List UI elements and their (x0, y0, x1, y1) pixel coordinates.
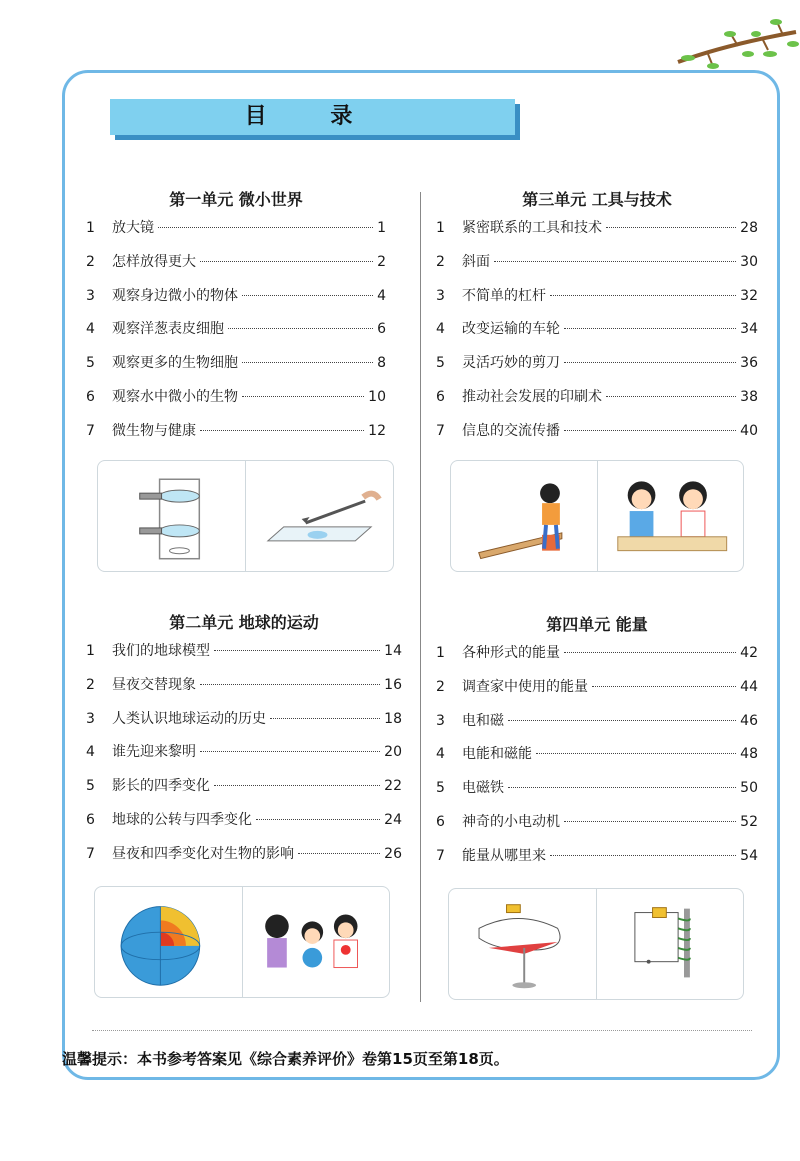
unit-2-section (86, 608, 402, 877)
lesson-number: 3 (86, 710, 95, 727)
unit-3-section (436, 185, 758, 454)
lesson-number: 7 (436, 422, 445, 439)
leader-dots (508, 720, 736, 721)
leader-dots (200, 751, 380, 752)
leader-dots (200, 684, 380, 685)
lesson-number: 6 (86, 811, 95, 828)
toc-entry[interactable] (436, 777, 758, 811)
earth-layers-icon (95, 887, 242, 997)
unit-1-illustrations (97, 460, 394, 572)
toc-entry[interactable] (86, 708, 402, 742)
magnifier-lenses-icon (98, 461, 245, 571)
unit-2-illustrations (94, 886, 390, 998)
leader-dots (606, 227, 736, 228)
page-number: 1 (377, 220, 386, 236)
toc-entry[interactable] (86, 352, 386, 386)
illustration-panel (596, 889, 744, 999)
lesson-name: 各种形式的能量 (462, 645, 560, 661)
lesson-name: 人类认识地球运动的历史 (112, 710, 266, 727)
lesson-number: 3 (436, 712, 445, 729)
lesson-name: 观察洋葱表皮细胞 (112, 321, 224, 338)
leader-dots (564, 362, 736, 363)
lesson-number: 5 (436, 780, 445, 797)
toc-entry[interactable] (86, 285, 386, 319)
illustration-panel (451, 461, 597, 571)
illustration-panel (597, 461, 744, 571)
unit-title: 第四单元 能量 (546, 615, 648, 634)
leader-dots (228, 328, 373, 329)
unit-title: 第三单元 工具与技术 (522, 190, 672, 209)
page-number: 24 (384, 811, 402, 828)
children-globe-icon (243, 887, 390, 997)
page-number: 10 (368, 388, 386, 405)
page-number: 46 (740, 712, 758, 729)
page-number: 18 (384, 710, 402, 727)
lesson-name: 昼夜和四季变化对生物的影响 (112, 845, 294, 862)
lesson-number: 1 (436, 645, 445, 661)
toc-entry[interactable] (86, 251, 386, 285)
toc-entry[interactable] (436, 217, 758, 251)
page-number: 42 (740, 645, 758, 661)
leader-dots (564, 430, 736, 431)
illustration-panel (449, 889, 596, 999)
lesson-number: 4 (436, 321, 445, 338)
lesson-number: 6 (436, 388, 445, 405)
page-number: 22 (384, 778, 402, 795)
leader-dots (592, 686, 736, 687)
lesson-name: 能量从哪里来 (462, 847, 546, 864)
page-number: 54 (740, 847, 758, 864)
child-incline-icon (451, 461, 597, 571)
page-number: 16 (384, 676, 402, 693)
toc-entry[interactable] (436, 642, 758, 676)
leader-dots (564, 328, 736, 329)
page-number: 8 (377, 355, 386, 372)
lesson-name: 谁先迎来黎明 (112, 744, 196, 761)
leader-dots (550, 855, 736, 856)
lesson-number: 3 (436, 287, 445, 304)
lesson-name: 昼夜交替现象 (112, 676, 196, 693)
leader-dots (550, 295, 736, 296)
page-number: 36 (740, 355, 758, 372)
lesson-name: 观察更多的生物细胞 (112, 355, 238, 372)
toc-entry[interactable] (436, 845, 758, 879)
page-number: 34 (740, 321, 758, 338)
lesson-number: 7 (436, 847, 445, 864)
page-number: 14 (384, 643, 402, 659)
leader-dots (200, 430, 364, 431)
toc-entry[interactable] (436, 318, 758, 352)
lesson-name: 观察身边微小的物体 (112, 287, 238, 304)
column-divider (420, 192, 421, 1002)
lesson-name: 放大镜 (112, 220, 154, 236)
lesson-name: 改变运输的车轮 (462, 321, 560, 338)
toc-entry[interactable] (436, 420, 758, 454)
illustration-panel (95, 887, 242, 997)
lesson-name: 信息的交流传播 (462, 422, 560, 439)
unit-3-illustrations (450, 460, 744, 572)
unit-1-section (86, 185, 386, 454)
lesson-name: 地球的公转与四季变化 (112, 811, 252, 828)
lesson-number: 6 (436, 813, 445, 830)
lesson-number: 5 (436, 355, 445, 372)
leader-dots (508, 787, 736, 788)
lesson-name: 电和磁 (462, 712, 504, 729)
page-number: 30 (740, 253, 758, 270)
page-number: 50 (740, 780, 758, 797)
lesson-number: 1 (86, 643, 95, 659)
unit-title: 第一单元 微小世界 (169, 190, 303, 209)
leader-dots (242, 295, 373, 296)
children-printing-icon (598, 461, 744, 571)
leader-dots (200, 261, 373, 262)
lesson-number: 7 (86, 845, 95, 862)
leader-dots (242, 362, 373, 363)
leader-dots (214, 785, 380, 786)
toc-entry[interactable] (436, 251, 758, 285)
page-number: 38 (740, 388, 758, 405)
lesson-name: 不简单的杠杆 (462, 287, 546, 304)
toc-entry[interactable] (436, 352, 758, 386)
lesson-name: 灵活巧妙的剪刀 (462, 355, 560, 372)
lesson-number: 3 (86, 287, 95, 304)
lesson-number: 5 (86, 778, 95, 795)
toc-entry[interactable] (86, 420, 386, 454)
leader-dots (564, 821, 736, 822)
toc-entry[interactable] (86, 809, 402, 843)
toc-entry[interactable] (86, 741, 402, 775)
page-number: 6 (377, 321, 386, 338)
unit-title: 第二单元 地球的运动 (169, 613, 319, 632)
toc-entry[interactable] (86, 318, 386, 352)
toc-entry[interactable] (436, 811, 758, 845)
lesson-number: 2 (436, 253, 445, 270)
unit-4-section (436, 610, 758, 879)
page-number: 32 (740, 287, 758, 304)
branch-decoration-icon (668, 14, 800, 74)
lesson-number: 2 (86, 676, 95, 693)
page-number: 48 (740, 746, 758, 763)
page-number: 28 (740, 220, 758, 236)
lesson-number: 2 (436, 678, 445, 695)
page-number: 20 (384, 744, 402, 761)
toc-entry[interactable] (86, 640, 402, 674)
unit-4-illustrations (448, 888, 744, 1000)
page-number: 52 (740, 813, 758, 830)
electromagnet-circuit-icon (597, 889, 744, 999)
lesson-name: 影长的四季变化 (112, 778, 210, 795)
toc-title-box (110, 99, 515, 135)
leader-dots (256, 819, 380, 820)
illustration-panel (245, 461, 393, 571)
lesson-name: 调查家中使用的能量 (462, 678, 588, 695)
toc-entry[interactable] (436, 676, 758, 710)
toc-entry[interactable] (86, 775, 402, 809)
lesson-number: 1 (436, 220, 445, 236)
illustration-panel (242, 887, 390, 997)
illustration-panel (98, 461, 245, 571)
toc-entry[interactable] (86, 386, 386, 420)
lesson-name: 紧密联系的工具和技术 (462, 220, 602, 236)
compass-needle-icon (449, 889, 596, 999)
lesson-number: 4 (436, 746, 445, 763)
leader-dots (564, 652, 736, 653)
leader-dots (242, 396, 364, 397)
toc-entry[interactable] (86, 674, 402, 708)
leader-dots (494, 261, 736, 262)
lesson-number: 7 (86, 422, 95, 439)
lesson-number: 4 (86, 321, 95, 338)
page-number: 44 (740, 678, 758, 695)
leader-dots (270, 718, 380, 719)
lesson-name: 电能和磁能 (462, 746, 532, 763)
lesson-name: 我们的地球模型 (112, 643, 210, 659)
lesson-number: 1 (86, 220, 95, 236)
lesson-name: 观察水中微小的生物 (112, 388, 238, 405)
lesson-name: 斜面 (462, 253, 490, 270)
toc-entry[interactable] (436, 710, 758, 744)
page-number: 26 (384, 845, 402, 862)
lesson-number: 2 (86, 253, 95, 270)
lesson-number: 6 (86, 388, 95, 405)
lesson-name: 推动社会发展的印刷术 (462, 388, 602, 405)
notice-text: 温馨提示：本书参考答案见《综合素养评价》卷第15页至第18页。 (62, 1050, 509, 1068)
toc-entry[interactable] (86, 217, 386, 251)
slide-dropper-icon (246, 461, 393, 571)
toc-entry[interactable] (436, 386, 758, 420)
lesson-name: 电磁铁 (462, 780, 504, 797)
leader-dots (298, 853, 380, 854)
toc-entry[interactable] (436, 743, 758, 777)
page-number: 12 (368, 422, 386, 439)
page-title: 目 录 (244, 104, 381, 129)
toc-entry[interactable] (86, 843, 402, 877)
leader-dots (158, 227, 373, 228)
lesson-number: 5 (86, 355, 95, 372)
leader-dots (536, 753, 736, 754)
page-number: 4 (377, 287, 386, 304)
page-number: 40 (740, 422, 758, 439)
lesson-name: 微生物与健康 (112, 422, 196, 439)
lesson-name: 神奇的小电动机 (462, 813, 560, 830)
bottom-divider (92, 1030, 752, 1031)
leader-dots (606, 396, 736, 397)
lesson-number: 4 (86, 744, 95, 761)
page-number: 2 (377, 253, 386, 270)
leader-dots (214, 650, 380, 651)
lesson-name: 怎样放得更大 (112, 253, 196, 270)
toc-entry[interactable] (436, 285, 758, 319)
